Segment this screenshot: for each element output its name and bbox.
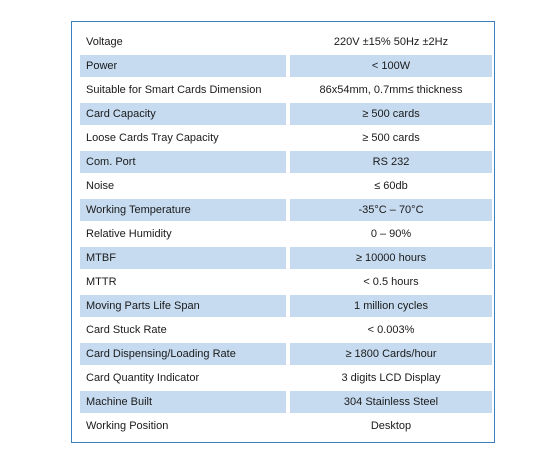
spec-value: 220V ±15% 50Hz ±2Hz <box>333 36 449 48</box>
spec-value: -35°C – 70°C <box>290 199 492 221</box>
spec-row-mtbf <box>80 247 492 269</box>
spec-row-moving-parts-life <box>80 295 492 317</box>
spec-table <box>80 29 492 439</box>
spec-label: Card Capacity <box>80 103 286 125</box>
spec-row-card-dimension <box>80 79 492 101</box>
spec-row-noise <box>80 175 492 197</box>
spec-value: Desktop <box>370 420 412 432</box>
spec-label: Card Dispensing/Loading Rate <box>80 343 286 365</box>
spec-label: Relative Humidity <box>86 228 172 240</box>
spec-row-machine-built <box>80 391 492 413</box>
spec-row-voltage <box>80 31 492 53</box>
spec-label: Card Quantity Indicator <box>86 372 200 384</box>
spec-label: MTTR <box>86 276 117 288</box>
spec-row-card-stuck-rate <box>80 319 492 341</box>
spec-row-dispensing-rate <box>80 343 492 365</box>
spec-value: < 100W <box>290 55 492 77</box>
spec-label: Power <box>80 55 286 77</box>
spec-label: Working Temperature <box>80 199 286 221</box>
spec-value: ≥ 10000 hours <box>290 247 492 269</box>
spec-label: Noise <box>86 180 115 192</box>
spec-row-working-temperature <box>80 199 492 221</box>
spec-value: 86x54mm, 0.7mm≤ thickness <box>319 84 463 96</box>
spec-row-power <box>80 55 492 77</box>
spec-table-frame <box>71 21 495 443</box>
spec-label: Loose Cards Tray Capacity <box>86 132 219 144</box>
spec-label: Suitable for Smart Cards Dimension <box>86 84 262 96</box>
spec-value: < 0.003% <box>367 324 415 336</box>
spec-value: ≥ 1800 Cards/hour <box>290 343 492 365</box>
spec-value: 304 Stainless Steel <box>290 391 492 413</box>
spec-value: RS 232 <box>290 151 492 173</box>
spec-value: 0 – 90% <box>370 228 412 240</box>
spec-label: Card Stuck Rate <box>86 324 167 336</box>
spec-row-relative-humidity <box>80 223 492 245</box>
spec-value: 1 million cycles <box>290 295 492 317</box>
spec-row-quantity-indicator <box>80 367 492 389</box>
spec-label: Voltage <box>86 36 123 48</box>
spec-label: Com. Port <box>80 151 286 173</box>
spec-row-mttr <box>80 271 492 293</box>
spec-row-com-port <box>80 151 492 173</box>
spec-value: 3 digits LCD Display <box>341 372 441 384</box>
spec-label: Machine Built <box>80 391 286 413</box>
spec-label: Working Position <box>86 420 169 432</box>
spec-value: < 0.5 hours <box>363 276 419 288</box>
spec-value: ≥ 500 cards <box>290 103 492 125</box>
spec-label: MTBF <box>80 247 286 269</box>
spec-row-card-capacity <box>80 103 492 125</box>
spec-value: ≥ 500 cards <box>362 132 420 144</box>
spec-table-body <box>80 31 492 437</box>
spec-label: Moving Parts Life Span <box>80 295 286 317</box>
spec-value: ≤ 60db <box>374 180 408 192</box>
spec-row-working-position <box>80 415 492 437</box>
spec-row-loose-tray <box>80 127 492 149</box>
